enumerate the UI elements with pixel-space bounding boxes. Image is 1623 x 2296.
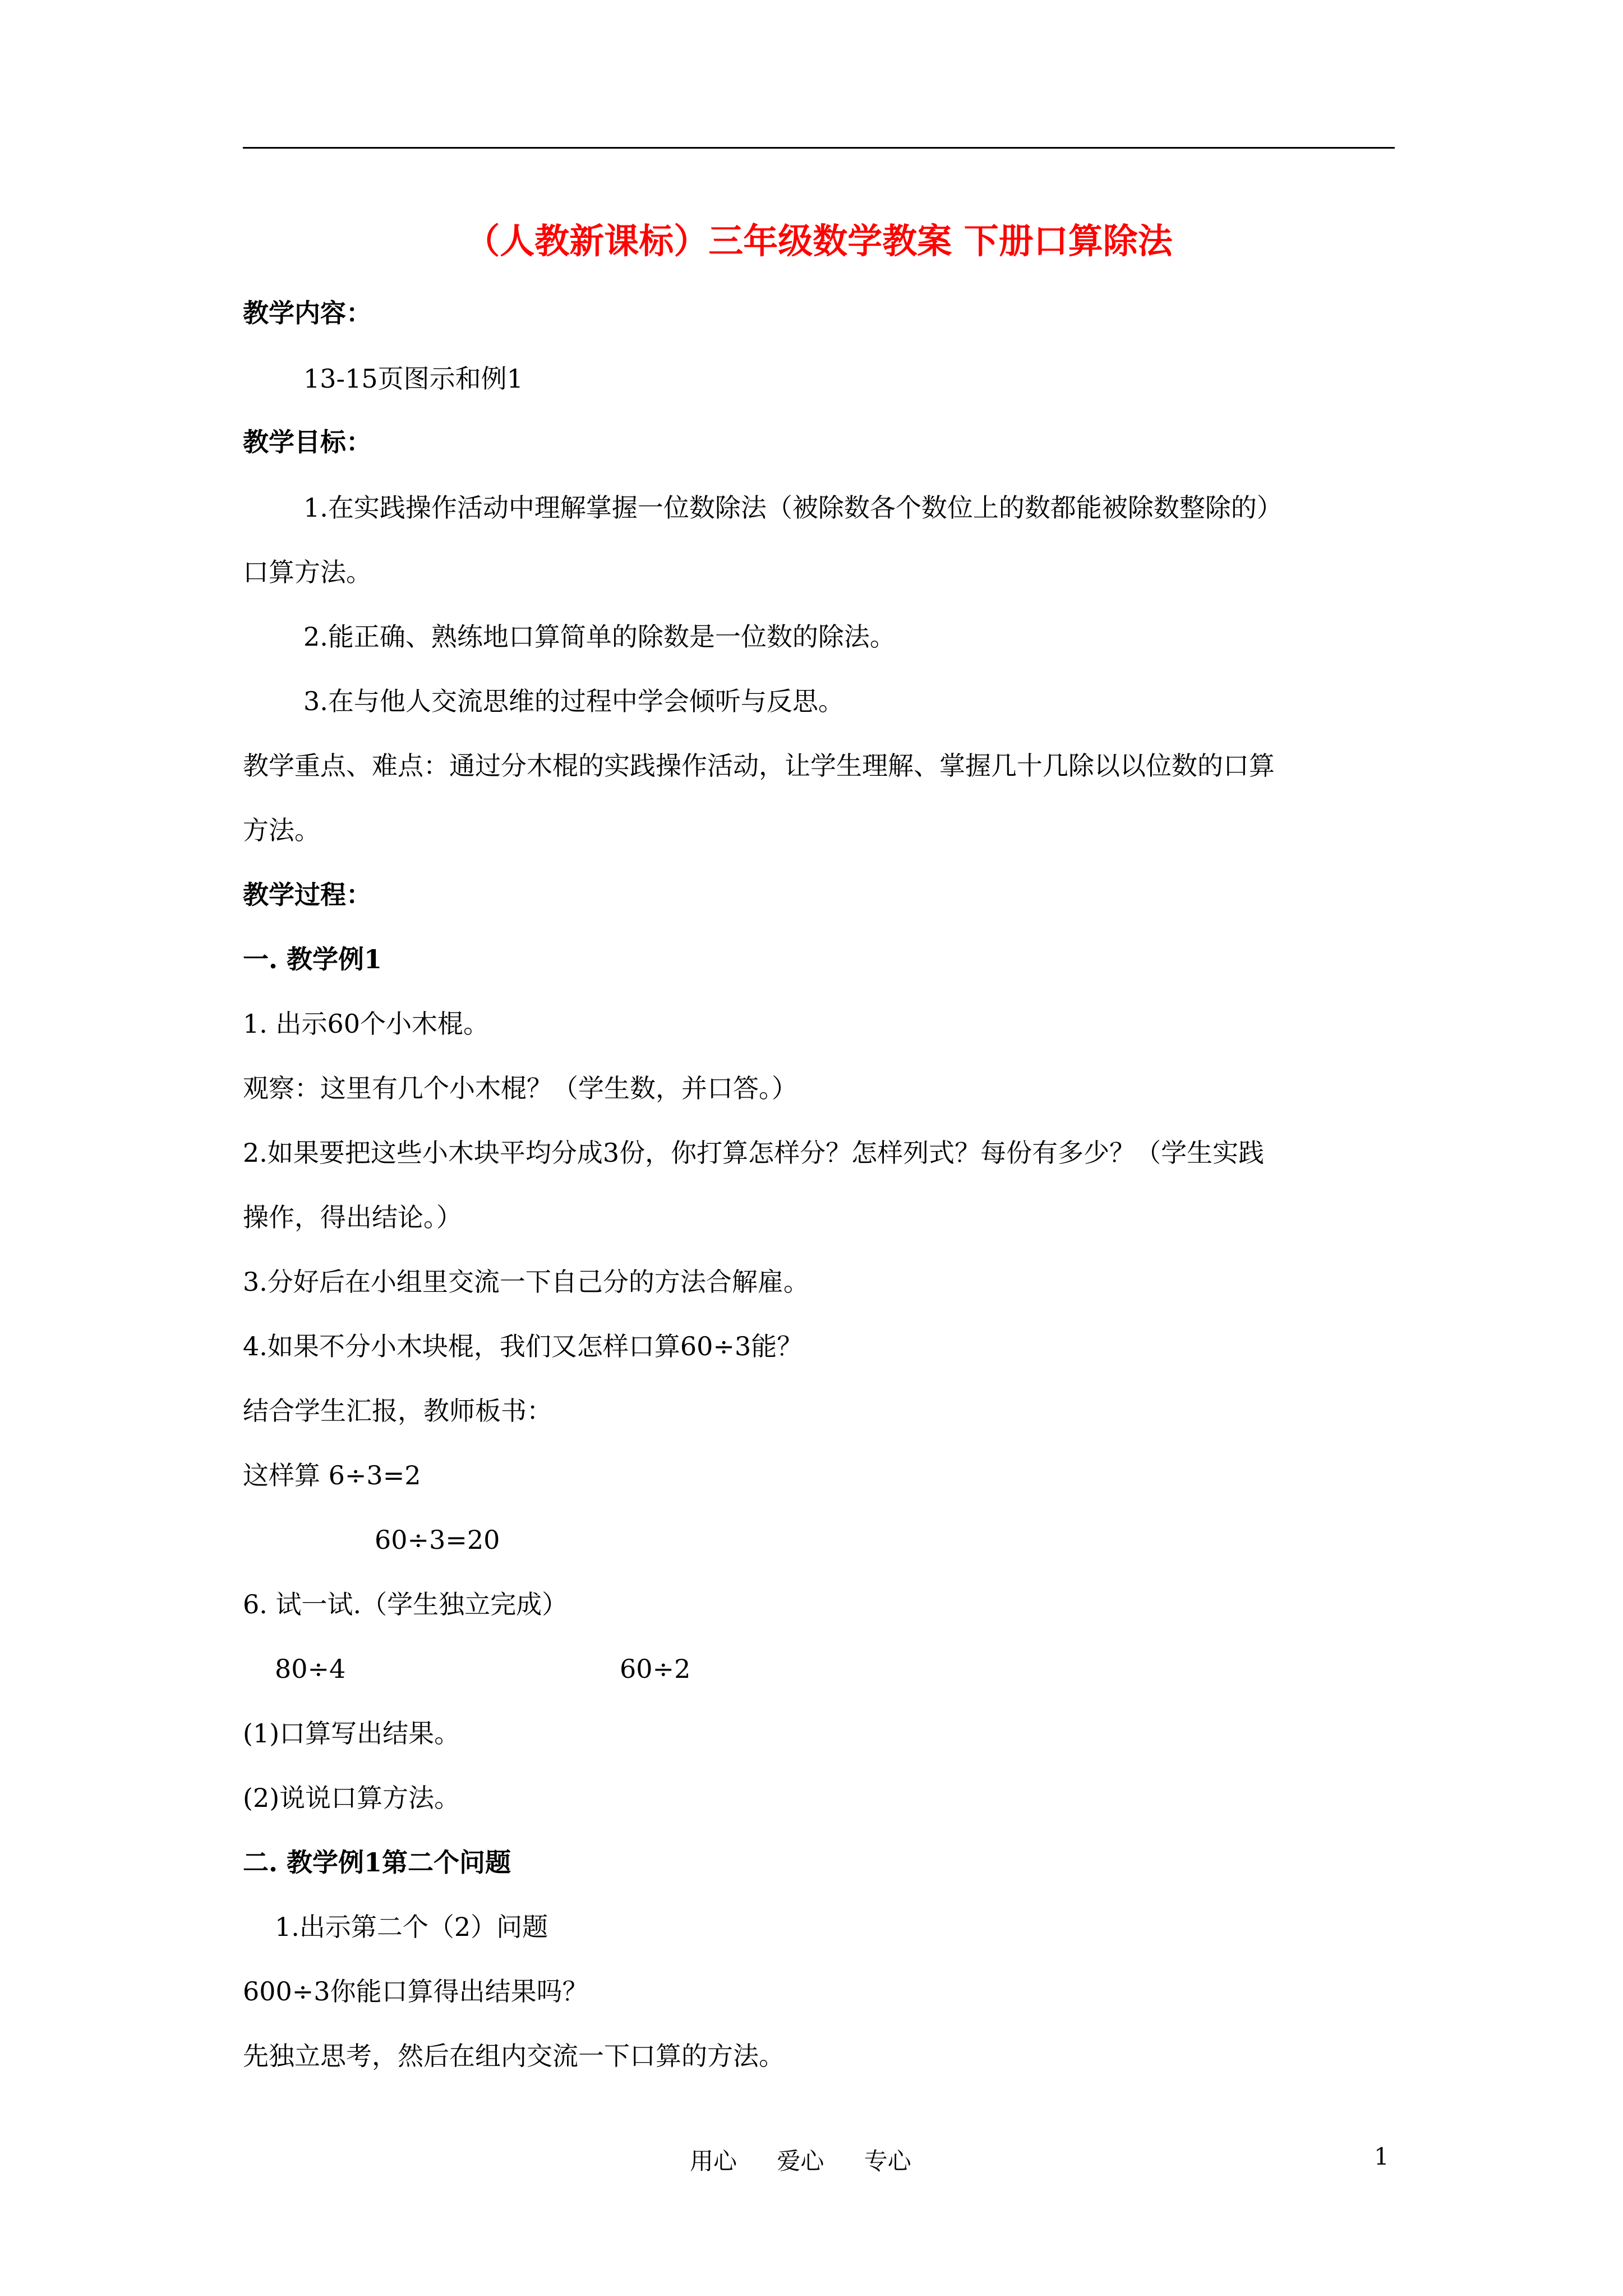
footer-item: 用心: [690, 2147, 737, 2175]
goal-line: 口算方法。: [243, 557, 372, 587]
section-heading-goals: 教学目标：: [243, 427, 372, 457]
process-line: (1)口算写出结果。: [243, 1718, 460, 1749]
page-number: 1: [1374, 2143, 1389, 2170]
process-line: 观察：这里有几个小木棍？（学生数，并口答。）: [243, 1073, 797, 1103]
process-line: 2.如果要把这些小木块平均分成3份，你打算怎样分？怎样列式？每份有多少？（学生实践: [243, 1138, 1265, 1168]
content-line: 13-15页图示和例1: [303, 364, 523, 394]
process-line: 600÷3你能口算得出结果吗？: [243, 1976, 588, 2007]
section-heading-process: 教学过程：: [243, 880, 372, 910]
header-rule: [243, 147, 1395, 149]
process-line: 4.如果不分小木块棍，我们又怎样口算60÷3能？: [243, 1331, 803, 1361]
page-footer: [690, 2143, 944, 2177]
process-line: 3.分好后在小组里交流一下自己分的方法合解雇。: [243, 1267, 809, 1297]
process-line: 操作，得出结论。）: [243, 1202, 462, 1232]
equation-line: 60÷3=20: [375, 1525, 500, 1555]
process-line: 1.出示第二个（2）问题: [275, 1912, 548, 1942]
process-line: 1. 出示60个小木棍。: [243, 1009, 490, 1039]
footer-item: 专心: [864, 2147, 911, 2175]
process-line: 结合学生汇报，教师板书：: [243, 1396, 552, 1426]
key-points-line: 方法。: [243, 815, 320, 845]
goal-line: 3.在与他人交流思维的过程中学会倾听与反思。: [303, 686, 844, 716]
key-points-line: 教学重点、难点：通过分木棍的实践操作活动，让学生理解、掌握几十几除以以位数的口算: [243, 751, 1275, 781]
subsection-heading: 二. 教学例1第二个问题: [243, 1847, 511, 1878]
exercise-item: 60÷2: [620, 1654, 691, 1684]
document-title: （人教新课标）三年级数学教案 下册口算除法: [465, 220, 1173, 261]
process-line: 6. 试一试.（学生独立完成）: [243, 1589, 568, 1619]
goal-line: 2.能正确、熟练地口算简单的除数是一位数的除法。: [303, 622, 896, 652]
process-line: 先独立思考，然后在组内交流一下口算的方法。: [243, 2041, 785, 2071]
goal-line: 1.在实践操作活动中理解掌握一位数除法（被除数各个数位上的数都能被除数整除的）: [303, 493, 1283, 523]
exercise-item: 80÷4: [275, 1654, 346, 1684]
footer-item: 爱心: [777, 2147, 824, 2175]
section-heading-content: 教学内容：: [243, 298, 372, 328]
process-line: (2)说说口算方法。: [243, 1783, 460, 1813]
equation-line: 这样算 6÷3=2: [243, 1460, 421, 1490]
subsection-heading: 一. 教学例1: [243, 944, 382, 974]
